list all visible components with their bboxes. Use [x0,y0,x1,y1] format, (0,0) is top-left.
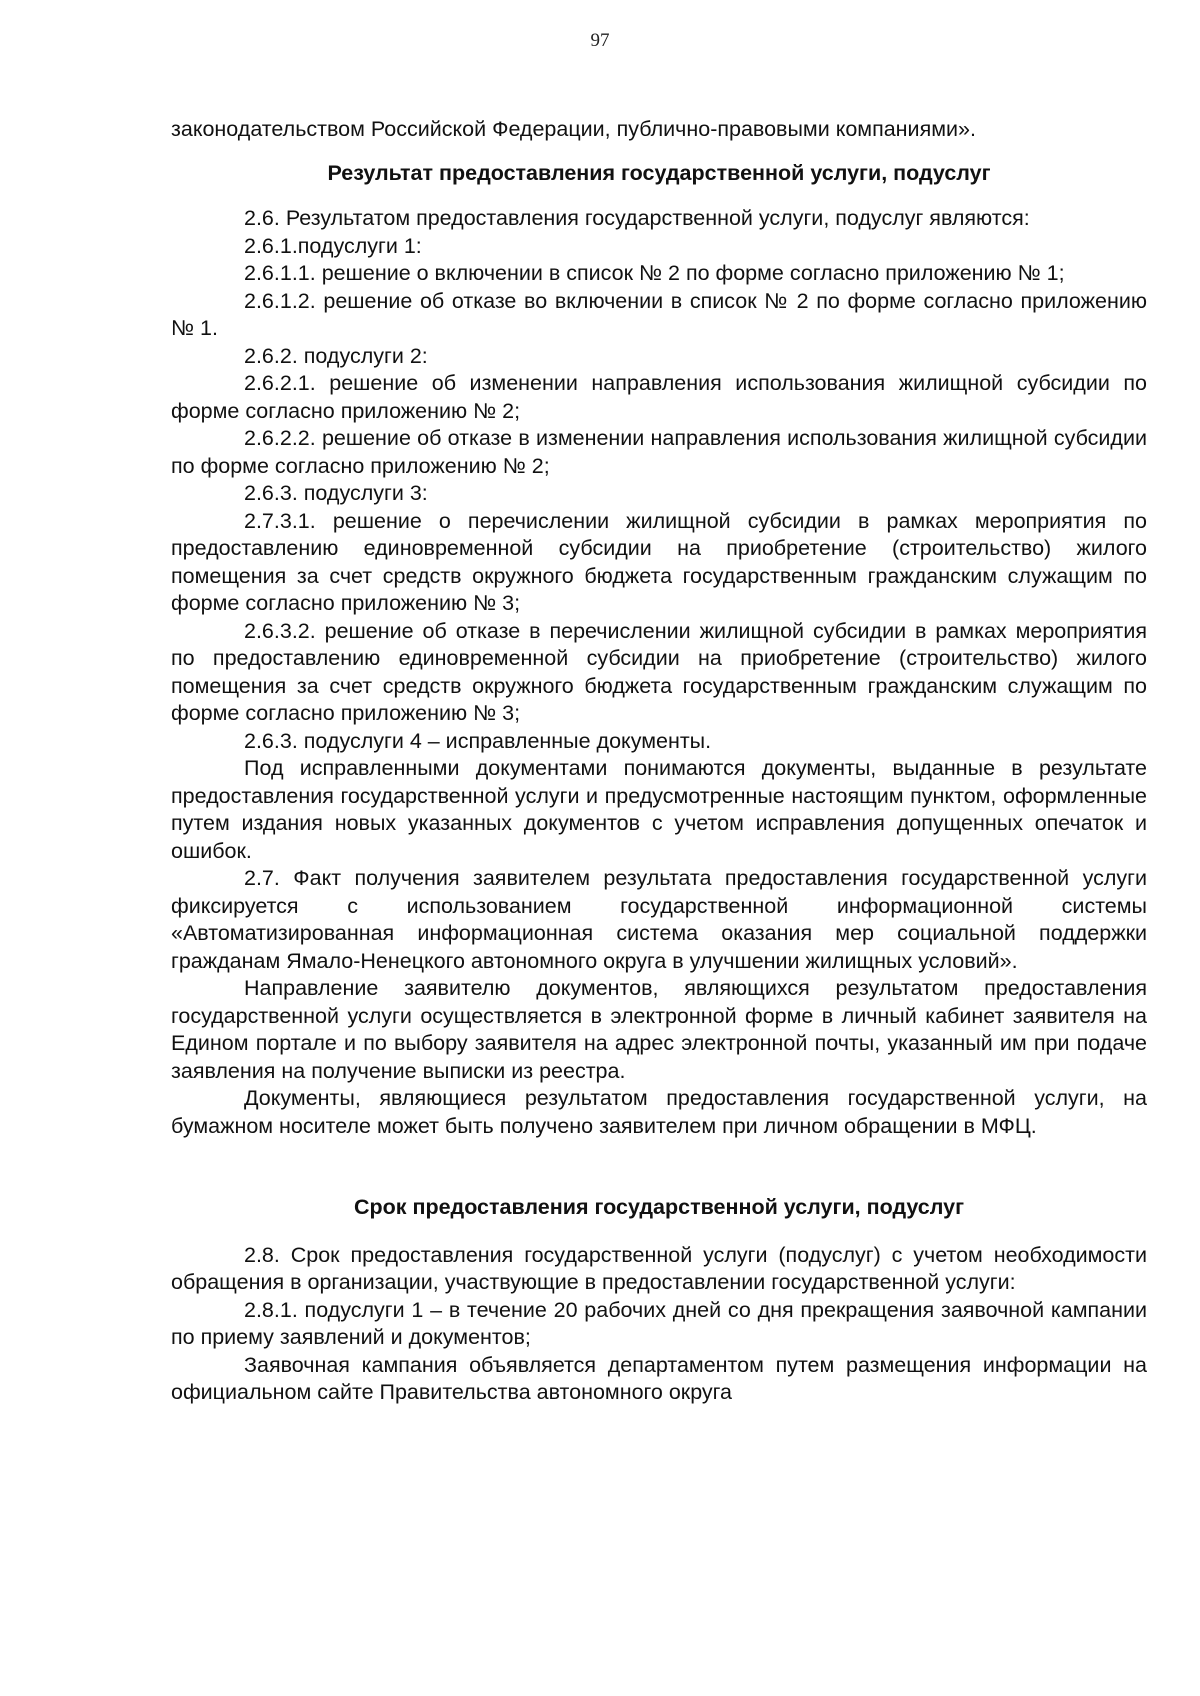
paragraph: 2.6.3. подуслуги 3: [244,481,428,505]
section-heading-term: Срок предоставления государственной услуги, подуслуг [353,1195,965,1219]
paragraph: 2.8. Срок предоставления государственной услуги (подуслуг) с учетом необходимости обращения в организации, участвующие в предоставлении государственной услуги: [171,1242,1147,1294]
paragraph: 2.7.3.1. решение о перечислении жилищной субсидии в рамках мероприятия по предоставлению единовременной субсидии на приобретение (строительство) жилого помещения за счет средств окружного бюджета государственным гражданским служащим по форме согласно приложению № 3; [171,508,1147,615]
section-result-body [171,205,1147,1140]
paragraph: 2.6.1.2. решение об отказе во включении в список № 2 по форме согласно приложению № 1. [171,288,1147,340]
paragraph: 2.8.1. подуслуги 1 – в течение 20 рабочих дней со дня прекращения заявочной кампании по приему заявлений и документов; [171,1297,1147,1349]
lead-paragraph: законодательством Российской Федерации, публично-правовыми компаниями». [171,117,976,141]
paragraph: 2.6.2.1. решение об изменении направления использования жилищной субсидии по форме согласно приложению № 2; [171,371,1147,423]
paragraph: Под исправленными документами понимаются документы, выданные в результате предоставления государственной услуги и предусмотренные настоящим пунктом, оформленные путем издания новых указанных документов с учетом исправления допущенных опечаток и ошибок. [171,756,1147,863]
paragraph: 2.6.1.подуслуги 1: [244,233,422,258]
paragraph: 2.7. Факт получения заявителем результата предоставления государственной услуги фиксируется с использованием государственной информационной системы «Автоматизированная информационная система оказания мер социальной поддержки гражданам Ямало-Ненецкого автономного округа в улучшении жилищных условий». [171,866,1147,973]
paragraph: 2.6. Результатом предоставления государственной услуги, подуслуг являются: [244,206,1030,230]
paragraph: Заявочная кампания объявляется департаментом путем размещения информации на официальном сайте Правительства автономного округа [171,1352,1147,1404]
paragraph: 2.6.3. подуслуги 4 – исправленные документы. [244,728,712,753]
paragraph: 2.6.1.1. решение о включении в список № 2 по форме согласно приложению № 1; [244,261,1065,285]
section-heading-result: Результат предоставления государственной услуги, подуслуг [327,160,991,185]
page-number: 97 [590,30,610,51]
paragraph: 2.6.2. подуслуги 2: [244,343,428,368]
paragraph: 2.6.2.2. решение об отказе в изменении направления использования жилищной субсидии по форме согласно приложению № 2; [171,426,1147,478]
paragraph: Направление заявителю документов, являющихся результатом предоставления государственной услуги осуществляется в электронной форме в личный кабинет заявителя на Едином портале и по выбору заявителя на адрес электронной почты, указанный им при подаче заявления на получение выписки из реестра. [171,976,1147,1083]
paragraph: 2.6.3.2. решение об отказе в перечислении жилищной субсидии в рамках мероприятия по предоставлению единовременной субсидии на приобретение (строительство) жилого помещения за счет средств окружного бюджета государственным гражданским служащим по форме согласно приложению № 3; [171,618,1147,725]
paragraph: Документы, являющиеся результатом предоставления государственной услуги, на бумажном носителе может быть получено заявителем при личном обращении в МФЦ. [171,1086,1147,1138]
section-term-body [171,1242,1147,1407]
document-body [171,116,1147,1407]
